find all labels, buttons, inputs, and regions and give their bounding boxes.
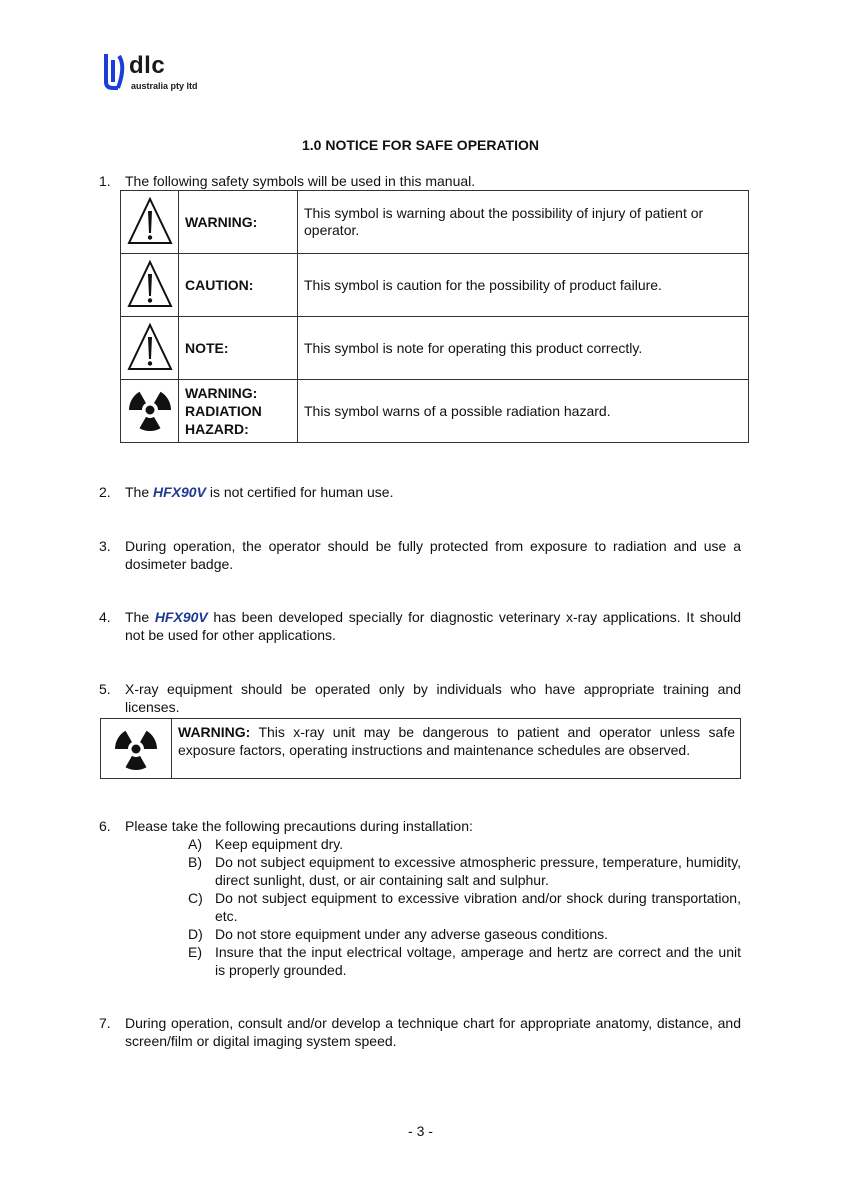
symbol-label xyxy=(179,380,298,443)
symbol-label: NOTE: xyxy=(179,317,298,380)
item-text: During operation, the operator should be fully protected from exposure to radiation and use a dosimeter badge. xyxy=(125,538,741,572)
item-text xyxy=(125,608,741,644)
logo-wordmark: dlc xyxy=(129,52,166,79)
symbol-label-line: RADIATION xyxy=(185,403,262,419)
warning-icon-cell xyxy=(101,719,172,778)
subitem-letter: E) xyxy=(188,944,202,960)
symbol-row xyxy=(121,380,749,443)
symbol-label-line: HAZARD: xyxy=(185,421,249,437)
safety-symbols-table xyxy=(120,190,749,443)
subitem-text: Do not subject equipment to excessive atmospheric pressure, temperature, humidity, direct sunlight, dust, or air containing salt and sulphur. xyxy=(215,854,741,888)
symbol-label: WARNING: xyxy=(179,191,298,254)
symbol-label-line: WARNING: xyxy=(185,385,258,401)
item-number: 6. xyxy=(99,818,111,834)
page-number: - 3 - xyxy=(408,1123,433,1139)
subitem-text: Do not store equipment under any adverse gaseous conditions. xyxy=(215,926,609,942)
subitem-letter: C) xyxy=(188,890,203,906)
item-text: Please take the following precautions during installation: xyxy=(125,818,473,834)
subitem-text: Keep equipment dry. xyxy=(215,836,344,852)
text-run: The xyxy=(125,484,154,500)
symbol-cell xyxy=(121,380,179,443)
radiation-icon xyxy=(126,386,174,434)
item-number: 1. xyxy=(99,173,111,189)
text-run: has been developed specially for diagnostic veterinary x-ray applications. It should not be used for other applications. xyxy=(125,609,742,643)
item-number: 7. xyxy=(99,1015,111,1031)
item-text xyxy=(125,483,741,501)
symbol-row xyxy=(121,254,749,317)
text-run: The xyxy=(125,609,155,625)
item-text: X-ray equipment should be operated only by individuals who have appropriate training and licenses. xyxy=(125,681,741,715)
subitem-text: Insure that the input electrical voltage, amperage and hertz are correct and the unit is properly grounded. xyxy=(215,944,741,978)
item-number: 2. xyxy=(99,484,111,500)
text-run: is not certified for human use. xyxy=(205,484,394,500)
subitem-letter: D) xyxy=(188,926,203,942)
radiation-icon xyxy=(112,725,160,773)
symbol-row xyxy=(121,191,749,254)
symbol-cell xyxy=(121,254,179,317)
section-title: 1.0 NOTICE FOR SAFE OPERATION xyxy=(302,137,539,153)
subitem-text: Do not subject equipment to excessive vibration and/or shock during transportation, etc. xyxy=(215,890,741,924)
product-name: HFX90V xyxy=(154,609,208,625)
warning-text xyxy=(178,723,735,759)
subitem-letter: A) xyxy=(188,836,202,852)
warning-triangle-icon xyxy=(126,322,174,372)
item-number: 3. xyxy=(99,538,111,554)
item-text: The following safety symbols will be used in this manual. xyxy=(125,173,476,189)
symbol-description: This symbol is caution for the possibility of product failure. xyxy=(298,254,749,317)
symbol-description: This symbol warns of a possible radiation hazard. xyxy=(298,380,749,443)
warning-label: WARNING: xyxy=(178,724,251,740)
warning-body: This x-ray unit may be dangerous to patient and operator unless safe exposure factors, operating instructions and maintenance schedules are observed. xyxy=(178,724,735,758)
symbol-description: This symbol is warning about the possibility of injury of patient or operator. xyxy=(298,191,749,254)
logo-subtitle: australia pty ltd xyxy=(131,81,198,91)
symbol-label: CAUTION: xyxy=(179,254,298,317)
symbol-description: This symbol is note for operating this product correctly. xyxy=(298,317,749,380)
subitem-letter: B) xyxy=(188,854,202,870)
warning-triangle-icon xyxy=(126,196,174,246)
symbol-cell xyxy=(121,317,179,380)
symbol-row xyxy=(121,317,749,380)
company-logo xyxy=(104,50,234,94)
item-number: 5. xyxy=(99,681,111,697)
product-name: HFX90V xyxy=(153,484,206,500)
item-text: During operation, consult and/or develop a technique chart for appropriate anatomy, distance, and screen/film or digital imaging system speed. xyxy=(125,1015,741,1049)
symbol-cell xyxy=(121,191,179,254)
radiation-warning-box xyxy=(100,718,741,779)
warning-triangle-icon xyxy=(126,259,174,309)
item-number: 4. xyxy=(99,609,111,625)
dlc-logo-icon xyxy=(104,52,128,90)
